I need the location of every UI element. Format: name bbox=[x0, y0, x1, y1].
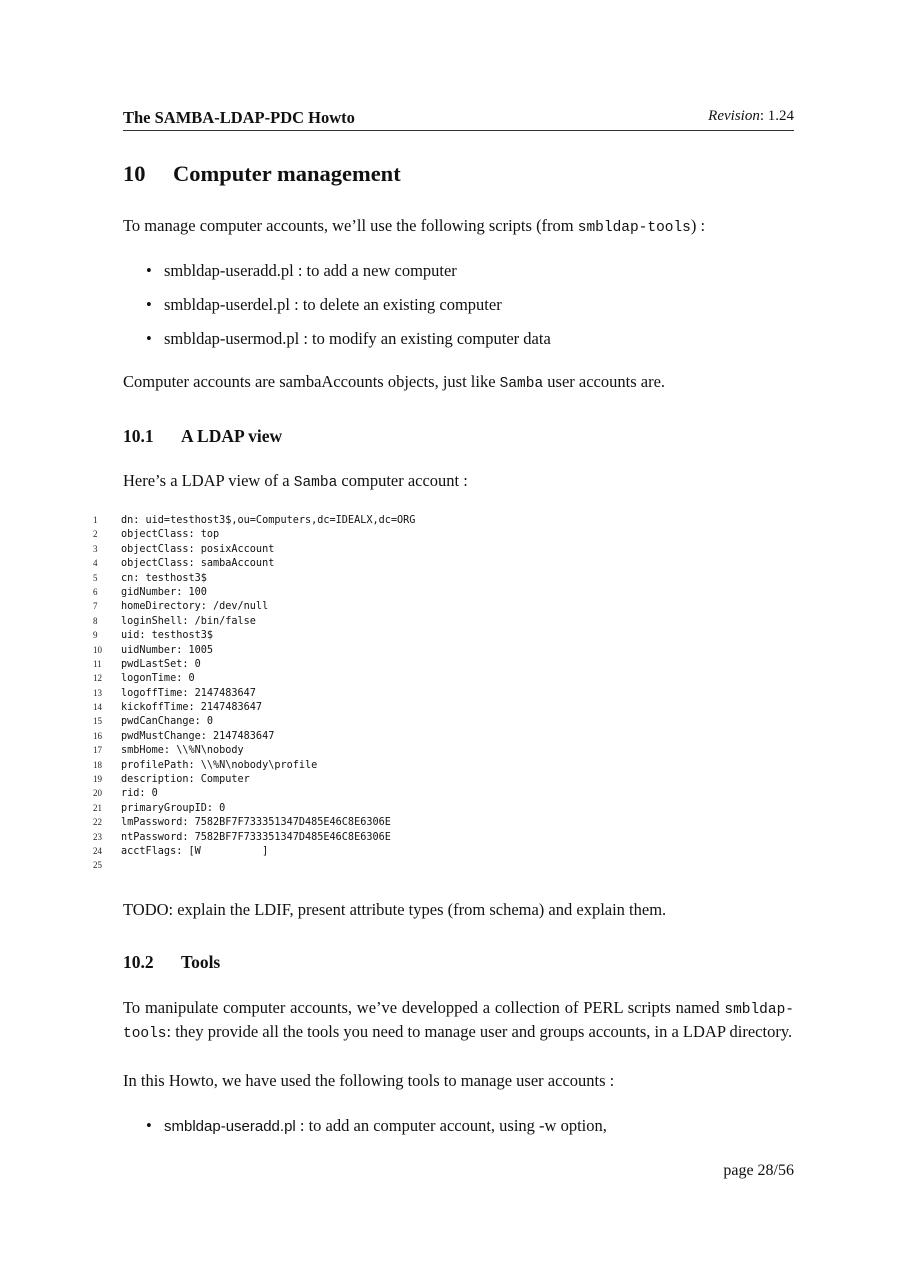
code-text: objectClass: posixAccount bbox=[121, 543, 275, 555]
line-number: 24 bbox=[93, 845, 102, 856]
line-number: 21 bbox=[93, 802, 102, 813]
code-line bbox=[90, 772, 415, 786]
howto-paragraph: In this Howto, we have used the following tools to manage user accounts : bbox=[123, 1071, 615, 1090]
line-number: 22 bbox=[93, 817, 102, 828]
document-page bbox=[93, 0, 794, 1280]
ldap-intro-samba: Samba bbox=[293, 475, 338, 491]
running-header bbox=[123, 108, 794, 131]
line-number: 5 bbox=[93, 572, 98, 583]
intro-tool-name: smbldap-tools bbox=[577, 220, 691, 236]
script-name: smbldap-useradd.pl bbox=[164, 261, 294, 280]
line-number: 18 bbox=[93, 759, 102, 770]
section-number: 10 bbox=[123, 161, 146, 186]
code-line bbox=[90, 513, 415, 527]
code-text: homeDirectory: /dev/null bbox=[121, 601, 269, 613]
code-line bbox=[90, 671, 415, 685]
code-line bbox=[90, 628, 415, 642]
bullet-icon: • bbox=[146, 295, 152, 314]
intro-paragraph bbox=[123, 215, 794, 239]
accounts-text-before: Computer accounts are sambaAccounts objects, just like bbox=[123, 372, 500, 391]
section-title: Computer management bbox=[173, 161, 401, 186]
accounts-samba: Samba bbox=[499, 376, 544, 392]
code-text: ntPassword: 7582BF7F733351347D485E46C8E6306E bbox=[121, 831, 391, 843]
code-text: kickoffTime: 2147483647 bbox=[121, 702, 263, 714]
code-line bbox=[90, 657, 415, 671]
line-number: 14 bbox=[93, 702, 102, 713]
code-text: logonTime: 0 bbox=[121, 673, 195, 685]
tool-desc: : to add an computer account, using -w option, bbox=[295, 1116, 607, 1135]
code-text: objectClass: sambaAccount bbox=[121, 558, 275, 570]
code-line bbox=[90, 815, 415, 829]
script-name: smbldap-usermod.pl bbox=[164, 329, 300, 348]
revision-value: : 1.24 bbox=[759, 108, 794, 124]
code-line bbox=[90, 643, 415, 657]
line-number: 20 bbox=[93, 788, 102, 799]
line-number: 1 bbox=[93, 515, 98, 525]
code-line bbox=[90, 844, 415, 858]
code-line bbox=[90, 700, 415, 714]
line-number: 6 bbox=[93, 586, 98, 597]
list-item bbox=[123, 294, 794, 328]
line-number: 8 bbox=[93, 615, 98, 626]
list-item bbox=[123, 260, 794, 294]
code-text: logoffTime: 2147483647 bbox=[121, 687, 256, 699]
code-text: loginShell: /bin/false bbox=[121, 615, 256, 627]
intro-text-before: To manage computer accounts, we’ll use the following scripts (from bbox=[123, 216, 578, 235]
code-text: acctFlags: [W ] bbox=[121, 845, 269, 857]
code-line bbox=[90, 686, 415, 700]
code-line bbox=[90, 527, 415, 541]
code-line bbox=[90, 571, 415, 585]
code-text: rid: 0 bbox=[121, 788, 158, 800]
bullet-icon: • bbox=[146, 261, 152, 280]
page-number: page 28/56 bbox=[723, 1162, 794, 1179]
accounts-text-after: user accounts are. bbox=[543, 372, 666, 391]
subsection-title: Tools bbox=[181, 952, 221, 972]
ldif-code-listing bbox=[90, 513, 415, 873]
code-text: pwdCanChange: 0 bbox=[121, 716, 214, 728]
script-desc: : to modify an existing computer data bbox=[299, 329, 551, 348]
ldap-intro-paragraph bbox=[123, 470, 794, 494]
code-text: cn: testhost3$ bbox=[121, 572, 207, 584]
code-text: uid: testhost3$ bbox=[121, 630, 214, 642]
code-text: primaryGroupID: 0 bbox=[121, 802, 226, 814]
code-text: dn: uid=testhost3$,ou=Computers,dc=IDEALX,dc=ORG bbox=[121, 515, 416, 526]
line-number: 7 bbox=[93, 601, 98, 612]
tool-name: smbldap-useradd.pl bbox=[164, 1118, 296, 1135]
line-number: 19 bbox=[93, 774, 102, 785]
code-line bbox=[90, 743, 415, 757]
script-desc: : to delete an existing computer bbox=[290, 295, 502, 314]
subsection-number: 10.1 bbox=[123, 426, 154, 446]
code-line bbox=[90, 786, 415, 800]
code-line bbox=[90, 801, 415, 815]
code-text: pwdMustChange: 2147483647 bbox=[121, 730, 275, 742]
tools-text-after: : they provide all the tools you need to manage user and groups accounts, in a LDAP directory. bbox=[166, 1022, 793, 1041]
tools-paragraph bbox=[123, 997, 794, 1045]
tools-list bbox=[123, 1115, 794, 1149]
accounts-paragraph bbox=[123, 371, 794, 395]
intro-text-after: ) : bbox=[690, 216, 706, 235]
code-line bbox=[90, 542, 415, 556]
subsection-title: A LDAP view bbox=[181, 426, 283, 446]
code-text: pwdLastSet: 0 bbox=[121, 658, 201, 670]
code-text: gidNumber: 100 bbox=[121, 586, 207, 598]
code-text: profilePath: \\%N\nobody\profile bbox=[121, 759, 318, 771]
line-number: 2 bbox=[93, 529, 98, 540]
line-number: 15 bbox=[93, 716, 102, 727]
subsection-number: 10.2 bbox=[123, 952, 154, 972]
code-line bbox=[90, 830, 415, 844]
subsection-heading-ldap-view bbox=[123, 426, 282, 447]
line-number: 12 bbox=[93, 673, 102, 684]
code-text: description: Computer bbox=[121, 774, 250, 786]
bullet-icon: • bbox=[146, 329, 152, 348]
code-text: lmPassword: 7582BF7F733351347D485E46C8E6306E bbox=[121, 817, 391, 829]
tools-tool-name: smbldap-tools bbox=[123, 1002, 794, 1042]
subsection-heading-tools bbox=[123, 952, 220, 973]
bullet-icon: • bbox=[146, 1116, 152, 1135]
section-heading bbox=[123, 161, 401, 187]
list-item bbox=[123, 328, 794, 362]
line-number: 16 bbox=[93, 730, 102, 741]
ldap-intro-text-before: Here’s a LDAP view of a bbox=[123, 471, 294, 490]
line-number: 17 bbox=[93, 745, 102, 756]
code-line bbox=[90, 758, 415, 772]
ldap-intro-text-after: computer account : bbox=[337, 471, 468, 490]
line-number: 13 bbox=[93, 687, 102, 698]
code-text: smbHome: \\%N\nobody bbox=[121, 745, 244, 757]
script-name: smbldap-userdel.pl bbox=[164, 295, 291, 314]
revision-label: Revision bbox=[708, 108, 760, 124]
code-line bbox=[90, 729, 415, 743]
list-item bbox=[123, 1115, 794, 1149]
line-number: 4 bbox=[93, 558, 98, 569]
code-text: uidNumber: 1005 bbox=[121, 644, 214, 656]
code-line bbox=[90, 556, 415, 570]
todo-paragraph: TODO: explain the LDIF, present attribute types (from schema) and explain them. bbox=[123, 900, 667, 919]
line-number: 3 bbox=[93, 543, 98, 554]
script-desc: : to add a new computer bbox=[293, 261, 457, 280]
line-number: 11 bbox=[93, 658, 102, 669]
line-number: 25 bbox=[93, 860, 102, 871]
line-number: 23 bbox=[93, 831, 102, 842]
code-line bbox=[90, 714, 415, 728]
code-line bbox=[90, 858, 415, 872]
scripts-list bbox=[123, 260, 794, 362]
code-line bbox=[90, 599, 415, 613]
tools-text-before: To manipulate computer accounts, we’ve developped a collection of PERL scripts named bbox=[123, 998, 725, 1017]
code-line bbox=[90, 614, 415, 628]
line-number: 10 bbox=[93, 644, 102, 655]
code-line bbox=[90, 585, 415, 599]
line-number: 9 bbox=[93, 630, 98, 641]
code-text: objectClass: top bbox=[121, 529, 220, 541]
header-title: The SAMBA-LDAP-PDC Howto bbox=[123, 108, 355, 127]
header-revision bbox=[708, 108, 794, 125]
